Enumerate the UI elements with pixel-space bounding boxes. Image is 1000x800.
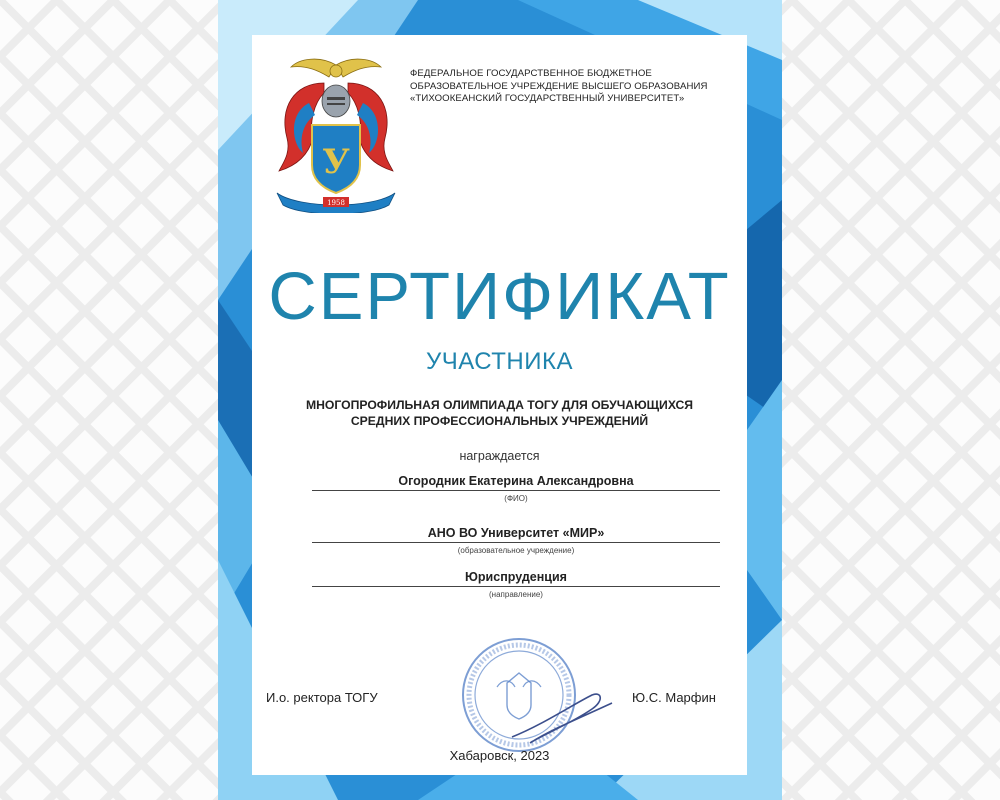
svg-text:У: У — [322, 142, 350, 182]
certificate-subtitle: УЧАСТНИКА — [426, 348, 573, 375]
certificate-frame — [218, 0, 782, 800]
event-line: МНОГОПРОФИЛЬНАЯ ОЛИМПИАДА ТОГУ ДЛЯ ОБУЧАЮЩИХСЯ — [305, 398, 694, 412]
organization-name — [410, 68, 740, 106]
city-year: Хабаровск, 2023 — [449, 748, 550, 763]
event-line: СРЕДНИХ ПРОФЕССИОНАЛЬНЫХ УЧРЕЖДЕНИЙ — [350, 414, 649, 428]
direction-name: Юриспруденция — [465, 570, 567, 584]
event-name — [252, 397, 747, 429]
field-caption: (образовательное учреждение) — [457, 546, 575, 555]
underline — [312, 490, 720, 491]
recipient-name: Огородник Екатерина Александровна — [398, 474, 634, 488]
organization-line: ОБРАЗОВАТЕЛЬНОЕ УЧРЕЖДЕНИЕ ВЫСШЕГО ОБРАЗОВАНИЯ — [410, 80, 708, 92]
organization-line: ФЕДЕРАЛЬНОЕ ГОСУДАРСТВЕННОЕ БЮДЖЕТНОЕ — [410, 68, 652, 79]
awarded-label: награждается — [459, 449, 540, 463]
underline — [312, 586, 720, 587]
direction-field — [312, 568, 720, 599]
university-emblem — [269, 53, 403, 213]
institution-field — [312, 524, 720, 555]
underline — [312, 542, 720, 543]
certificate-title: СЕРТИФИКАТ — [268, 259, 731, 334]
name-field — [312, 472, 720, 503]
organization-line: «ТИХООКЕАНСКИЙ ГОСУДАРСТВЕННЫЙ УНИВЕРСИТЕТ» — [410, 93, 685, 104]
official-stamp — [452, 625, 642, 755]
field-caption: (направление) — [489, 590, 543, 599]
signatory-name: Ю.С. Марфин — [632, 690, 716, 705]
institution-name: АНО ВО Университет «МИР» — [427, 526, 605, 540]
certificate-sheet — [252, 35, 747, 775]
emblem-year: 1958 — [327, 199, 345, 207]
field-caption: (ФИО) — [504, 494, 528, 503]
signatory-position: И.о. ректора ТОГУ — [266, 690, 378, 705]
